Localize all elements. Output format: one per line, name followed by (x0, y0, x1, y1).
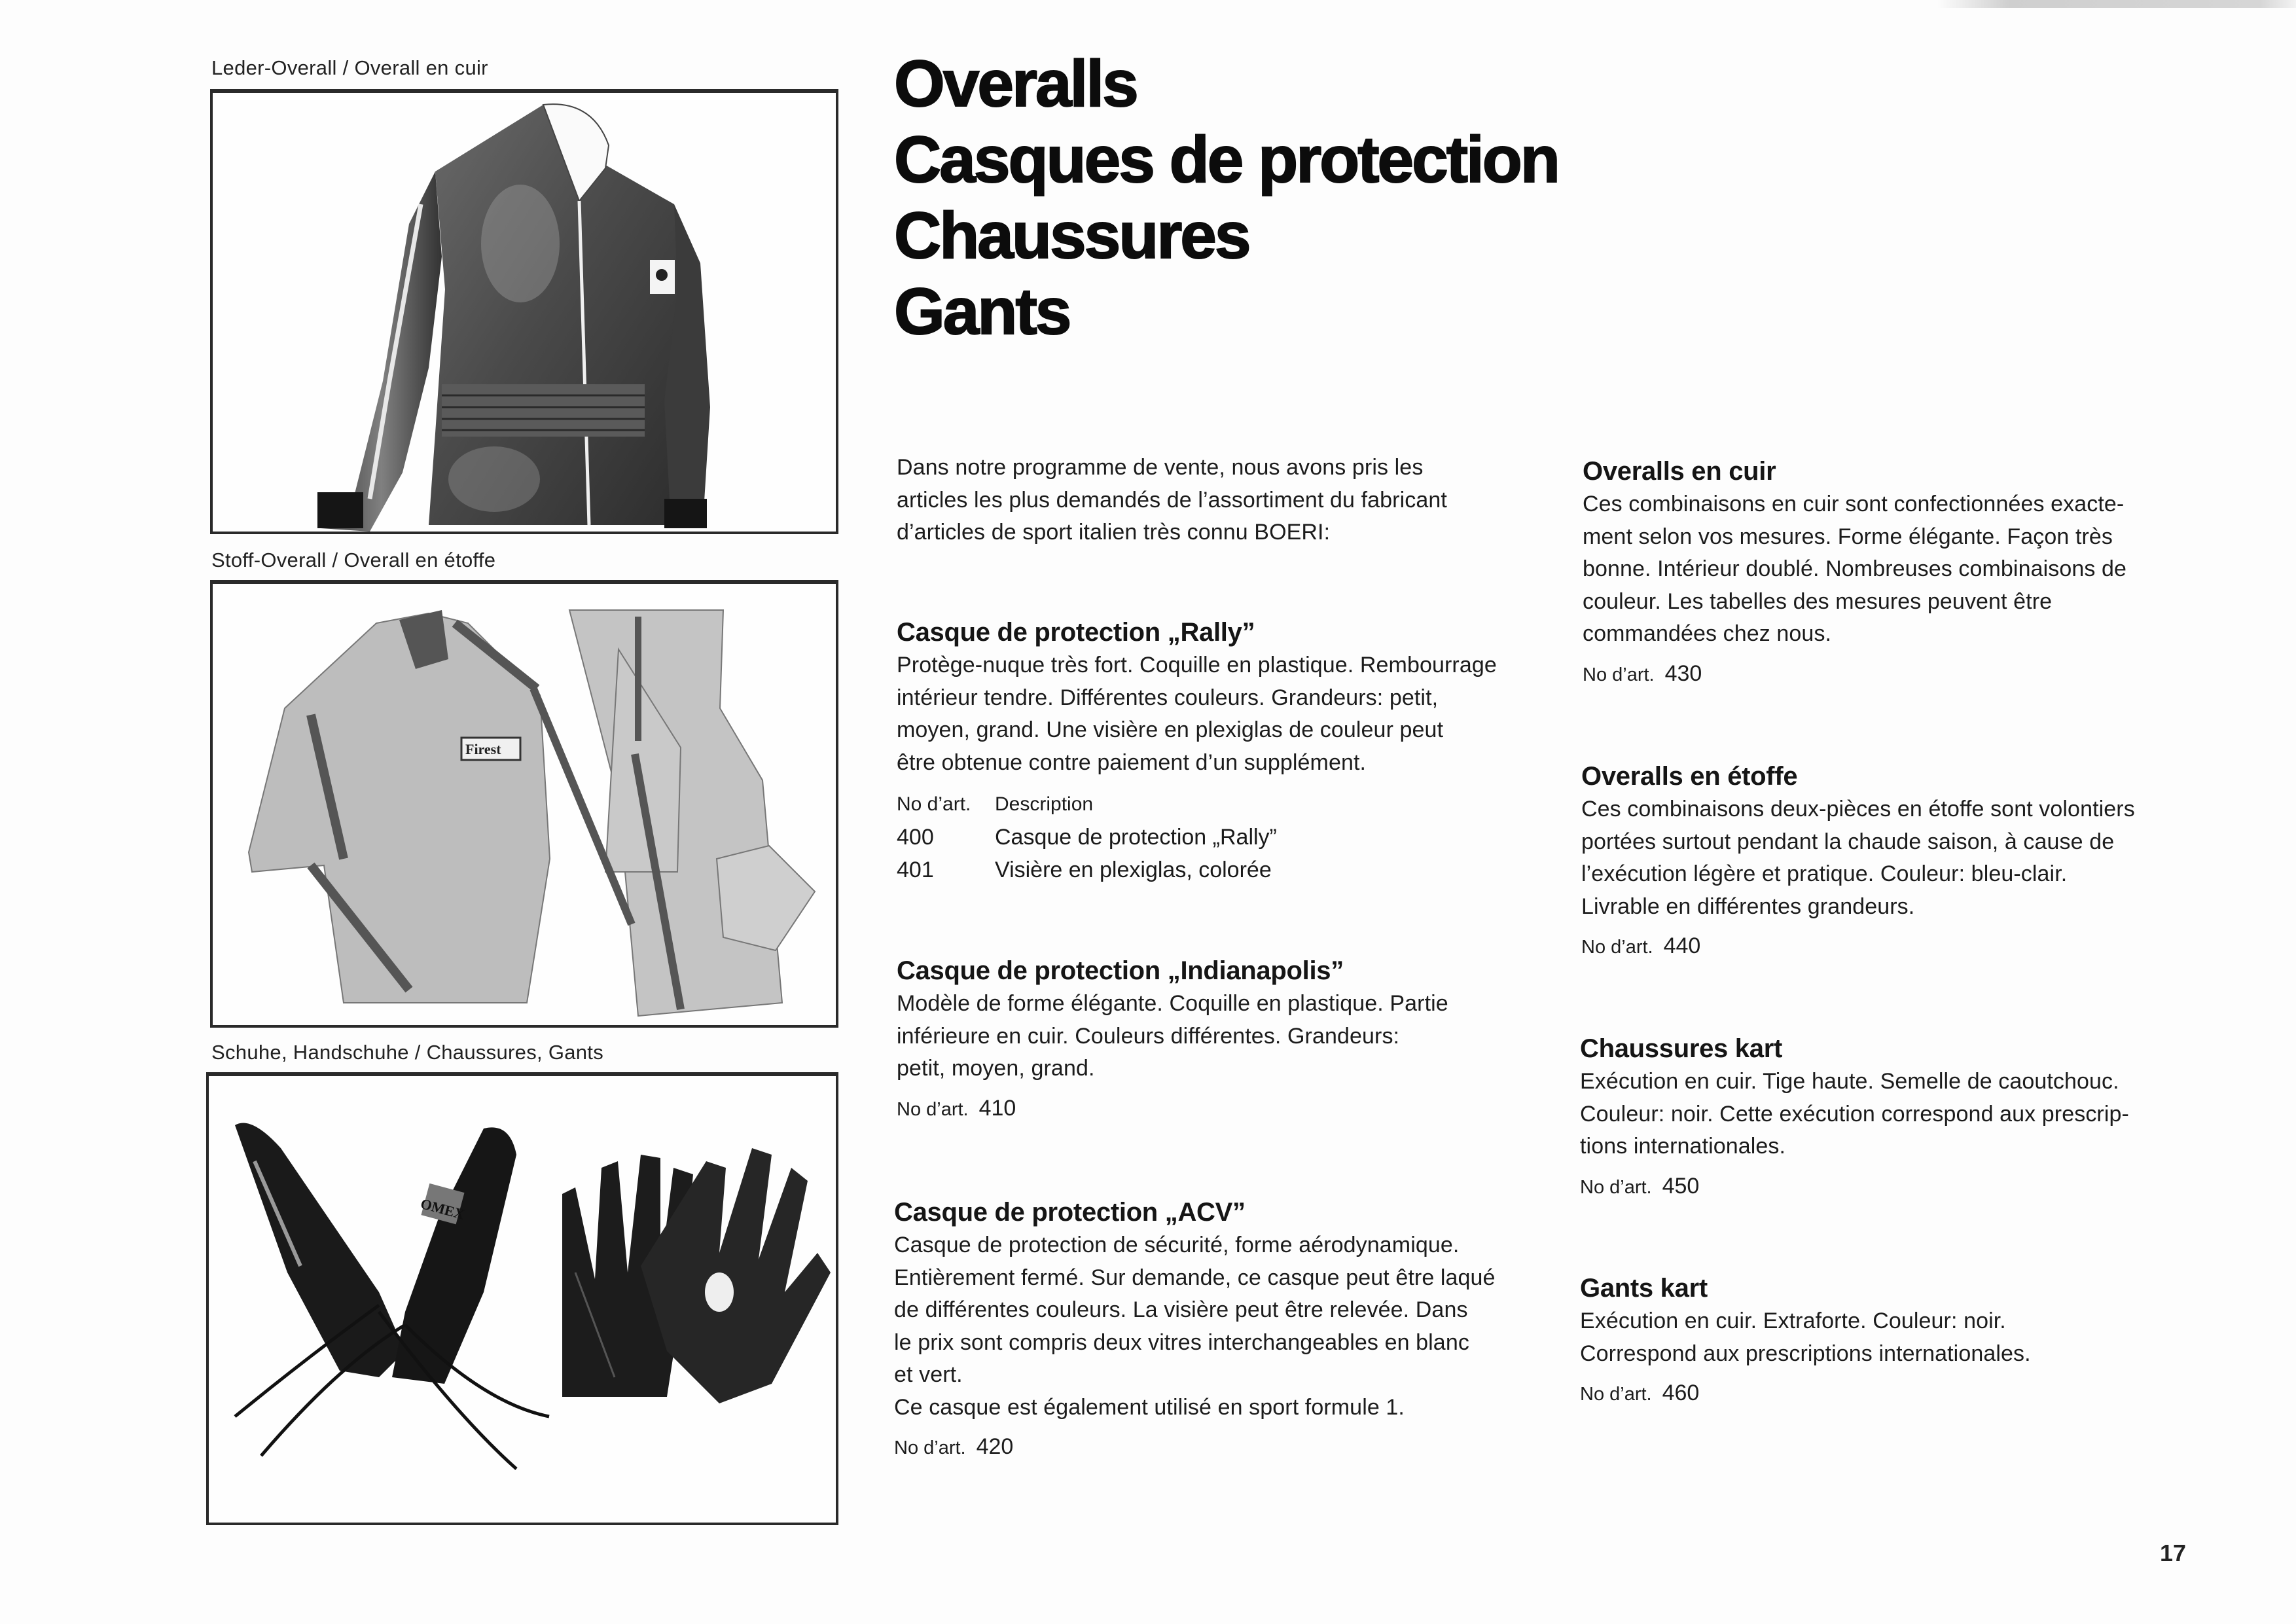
title-line-gants: Gants (894, 275, 1070, 348)
section-heading: Overalls en cuir (1583, 457, 1776, 486)
art-label: No d’art. (1580, 1384, 1652, 1405)
section-line: Couleur: noir. Cette exécution correspond aux prescrip- (1580, 1101, 2129, 1127)
section-line: et vert. (894, 1362, 963, 1387)
section-heading: Casque de protection „Rally” (897, 618, 1255, 647)
article-description: Visière en plexiglas, colorée (995, 857, 1272, 882)
section-heading: Casque de protection „Indianapolis” (897, 956, 1344, 985)
intro-line: articles les plus demandés de l’assortiment du fabricant (897, 487, 1447, 513)
section-line: portées surtout pendant la chaude saison, à cause de (1581, 829, 2115, 854)
photo-shoes-gloves (206, 1072, 838, 1525)
article-number-line (1580, 1170, 2129, 1204)
section-heading: Overalls en étoffe (1581, 762, 1798, 791)
intro-line: d’articles de sport italien très connu BOERI: (897, 520, 1331, 545)
article-number: 400 (897, 825, 934, 850)
section-overalls-etoffe (1581, 759, 2135, 964)
art-label: No d’art. (1583, 664, 1655, 685)
article-table-header (897, 788, 1497, 821)
section-line: Protège-nuque très fort. Coquille en plastique. Rembourrage (897, 653, 1497, 677)
table-row (897, 854, 1497, 886)
section-line: Correspond aux prescriptions internationales. (1580, 1341, 2031, 1366)
leather-overall-illustration (213, 93, 836, 532)
article-number-line (1580, 1377, 2031, 1411)
section-line: bonne. Intérieur doublé. Nombreuses combinaisons de (1583, 556, 2127, 581)
photo-leather-overall (210, 89, 838, 534)
article-number: 410 (978, 1095, 1016, 1121)
photo-caption-shoes-gloves: Schuhe, Handschuhe / Chaussures, Gants (211, 1041, 604, 1064)
section-casque-acv (894, 1195, 1496, 1464)
title-line-casques: Casques de protection (894, 123, 1558, 196)
section-heading: Chaussures kart (1580, 1034, 1782, 1063)
art-label: No d’art. (897, 1098, 969, 1120)
column-header-art-no: No d’art. (897, 793, 971, 815)
scan-edge-artifact (1937, 0, 2296, 8)
article-number: 440 (1663, 933, 1701, 958)
boot-brand: OMEX (418, 1195, 467, 1223)
art-label: No d’art. (1581, 937, 1653, 958)
article-number-line (1583, 657, 2126, 691)
article-number: 430 (1664, 660, 1702, 686)
art-label: No d’art. (1580, 1176, 1652, 1198)
section-line: être obtenue contre paiement d’un supplément. (897, 749, 1367, 775)
section-line: le prix sont compris deux vitres interchangeables en blanc (894, 1329, 1469, 1355)
section-line: petit, moyen, grand. (897, 1056, 1095, 1081)
section-line: Exécution en cuir. Extraforte. Couleur: noir. (1580, 1308, 2006, 1333)
photo-fabric-overall (210, 580, 838, 1028)
section-line: l’exécution légère et pratique. Couleur: bleu-clair. (1581, 861, 2068, 886)
section-line: Exécution en cuir. Tige haute. Semelle de caoutchouc. (1580, 1069, 2119, 1094)
section-line: Ces combinaisons en cuir sont confectionnées exacte- (1583, 492, 2125, 516)
intro-paragraph (897, 452, 1447, 549)
section-line: Ces combinaisons deux-pièces en étoffe sont volontiers (1581, 797, 2135, 821)
shoes-gloves-illustration (209, 1076, 836, 1523)
section-line: ment selon vos mesures. Forme élégante. Façon très (1583, 524, 2113, 549)
table-row (897, 821, 1497, 854)
article-number: 420 (976, 1434, 1014, 1459)
section-heading: Casque de protection „ACV” (894, 1198, 1246, 1227)
art-label: No d’art. (894, 1437, 966, 1458)
photo-caption-fabric-overall: Stoff-Overall / Overall en étoffe (211, 549, 496, 571)
section-line: de différentes couleurs. La visière peut être relevée. Dans (894, 1297, 1468, 1322)
section-heading: Gants kart (1580, 1274, 1708, 1303)
photo-caption-leather-overall: Leder-Overall / Overall en cuir (211, 56, 488, 79)
article-number-line (894, 1430, 1496, 1464)
section-line: moyen, grand. Une visière en plexiglas de couleur peut (897, 717, 1444, 742)
column-header-description: Description (995, 793, 1094, 815)
section-line: Modèle de forme élégante. Coquille en plastique. Partie (897, 991, 1448, 1016)
section-casque-indianapolis (897, 954, 1448, 1126)
section-line: Livrable en différentes grandeurs. (1581, 893, 1915, 919)
section-casque-rally (897, 615, 1497, 886)
article-number: 401 (897, 857, 934, 882)
article-table (897, 788, 1497, 886)
article-number-line (1581, 929, 2135, 964)
page-title (894, 46, 1558, 350)
section-chaussures-kart (1580, 1032, 2129, 1204)
article-description: Casque de protection „Rally” (995, 825, 1277, 850)
article-number: 450 (1662, 1173, 1700, 1199)
section-line: intérieur tendre. Différentes couleurs. Grandeurs: petit, (897, 685, 1439, 710)
section-gants-kart (1580, 1271, 2031, 1411)
section-line: Casque de protection de sécurité, forme aérodynamique. (894, 1233, 1460, 1257)
section-overalls-cuir (1583, 454, 2126, 691)
section-line: inférieure en cuir. Couleurs différentes. Grandeurs: (897, 1023, 1400, 1049)
title-line-chaussures: Chaussures (894, 199, 1249, 272)
article-number-line (897, 1092, 1448, 1126)
section-line: commandées chez nous. (1583, 621, 1832, 646)
section-line: tions internationales. (1580, 1134, 1786, 1159)
fabric-overall-illustration (213, 584, 836, 1025)
page-number: 17 (2160, 1540, 2187, 1566)
firestone-patch: Firest (465, 741, 501, 757)
section-line: couleur. Les tabelles des mesures peuvent être (1583, 588, 2053, 614)
intro-line: Dans notre programme de vente, nous avons pris les (897, 455, 1424, 480)
article-number: 460 (1662, 1380, 1700, 1405)
section-line: Entièrement fermé. Sur demande, ce casque peut être laqué (894, 1265, 1496, 1290)
section-line: Ce casque est également utilisé en sport formule 1. (894, 1394, 1405, 1420)
title-line-overalls: Overalls (894, 47, 1137, 120)
